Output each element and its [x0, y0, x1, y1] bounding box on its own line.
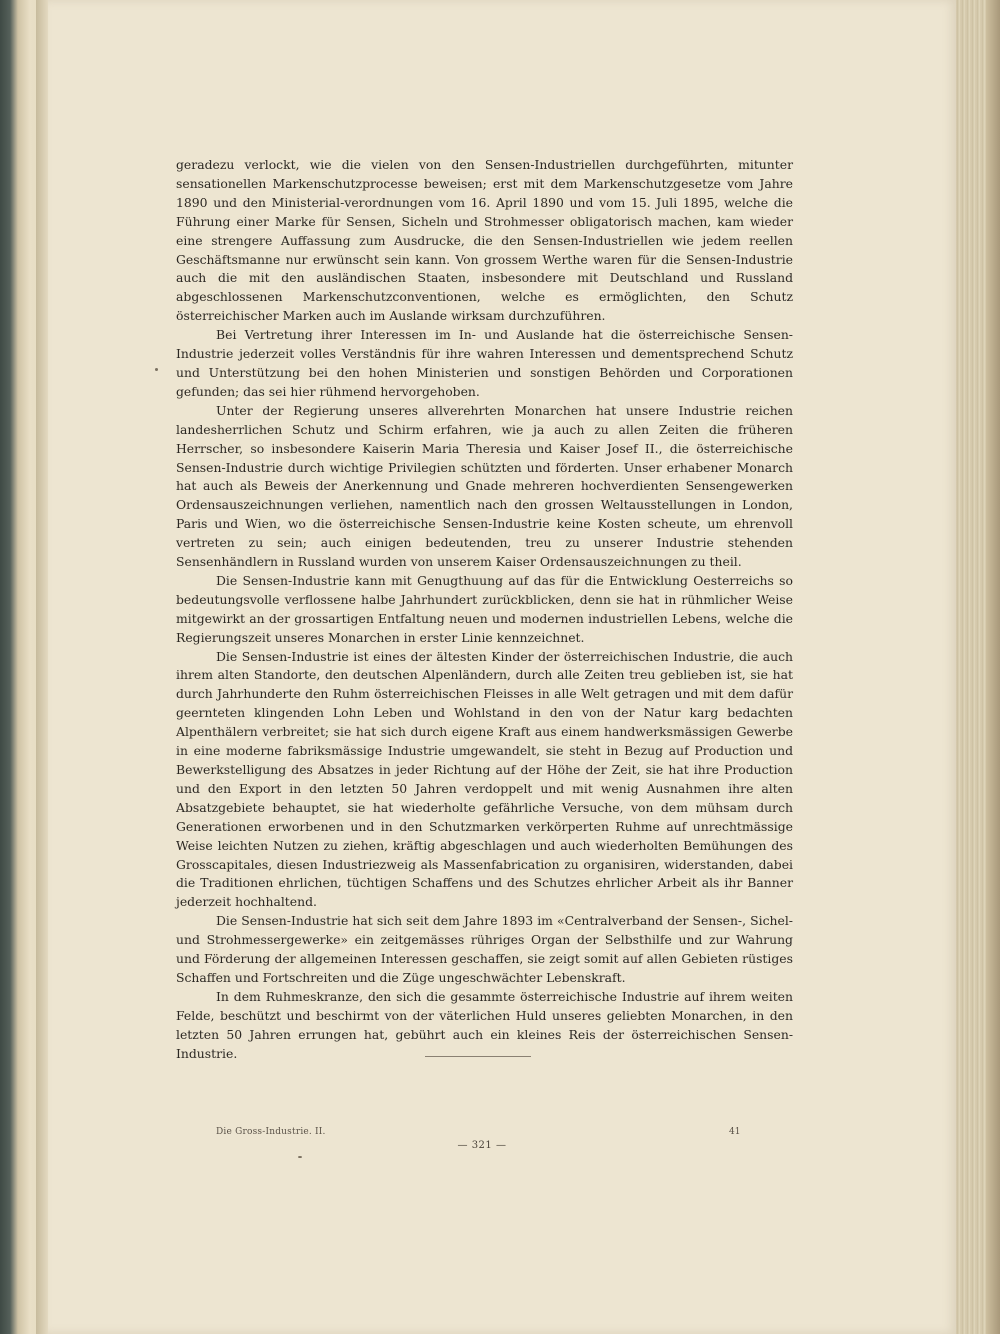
page-number: — 321 — — [457, 1140, 507, 1151]
body-text — [176, 156, 793, 1064]
paper-speck — [155, 368, 158, 371]
page-edges-right — [956, 0, 1000, 1334]
footer-book-title: Die Gross-Industrie. II. — [216, 1127, 326, 1137]
paragraph-1: geradezu verlockt, wie die vielen von den Sensen-Industriellen durchgeführten, mitunter sensationellen Markenschutzprocesse beweisen; erst mit dem Markenschutzgesetze vom Jahre 1890 und den Ministerial-verordnungen vom 16. April 1890 und vom 15. Juli 1895, welche die Führung einer Marke für Sensen, Sicheln und Strohmesser obligatorisch machen, kam wieder eine strengere Auffassung zum Ausdrucke, die den Sensen-Industriellen wie jedem reellen Geschäftsmanne nur erwünscht sein kann. Von grossem Werthe waren für die Sensen-Industrie auch die mit den ausländischen Staaten, insbesondere mit Deutschland und Russland abgeschlossenen Markenschutzconventionen, welche es ermöglichten, den Schutz österreichischer Marken auch im Auslande wirksam durchzuführen. — [176, 157, 793, 324]
section-divider — [425, 1056, 531, 1057]
paper-speck — [298, 1156, 302, 1158]
footer-signature-mark: 41 — [729, 1127, 741, 1137]
paragraph-3: Unter der Regierung unseres allverehrten Monarchen hat unsere Industrie reichen landesherrlichen Schutz und Schirm erfahren, wie ja auch zu allen Zeiten die früheren Herrscher, so insbesondere Kaiserin Maria Theresia und Kaiser Josef II., die österreichische Sensen-Industrie durch wichtige Privilegien schützten und förderten. Unser erhabener Monarch hat auch als Beweis der Anerkennung und Gnade mehreren hochverdienten Sensengewerken Ordensauszeichnungen verliehen, namentlich nach den grossen Weltausstellungen in London, Paris und Wien, wo die österreichische Sensen-Industrie keine Kosten scheute, um ehrenvoll vertreten zu sein; auch einigen bedeutenden, treu zu unserer Industrie stehenden Sensenhändlern in Russland wurden von unserem Kaiser Ordensauszeichnungen zu theil. — [176, 402, 793, 570]
paragraph-4: Die Sensen-Industrie kann mit Genugthuung auf das für die Entwicklung Oesterreichs so bedeutungsvolle verflossene halbe Jahrhundert zurückblicken, denn sie hat in rühmlicher Weise mitgewirkt an der grossartigen Entfaltung neuen und modernen industriellen Lebens, welche die Regierungszeit unseres Monarchen in erster Linie kennzeichnet. — [176, 572, 793, 645]
paragraph-7: In dem Ruhmeskranze, den sich die gesammte österreichische Industrie auf ihrem weiten Felde, beschützt und beschirmt von der väterlichen Huld unseres geliebten Monarchen, in den letzten 50 Jahren errungen hat, gebührt auch ein kleines Reis der österreichischen Sensen-Industrie. — [176, 988, 793, 1061]
paragraph-5: Die Sensen-Industrie ist eines der ältesten Kinder der österreichischen Industrie, die auch ihrem alten Standorte, den deutschen Alpenländern, durch alle Zeiten treu geblieben ist, sie hat durch Jahrhunderte den Ruhm österreichischen Fleisses in alle Welt getragen und mit dem dafür geernteten klingenden Lohn Leben und Wohlstand in den von der Natur karg bedachten Alpenthälern verbreitet; sie hat sich durch eigene Kraft aus einem handwerksmässigen Gewerbe in eine moderne fabriksmässige Industrie umgewandelt, sie steht in Bezug auf Production und Bewerkstelligung des Absatzes in jeder Richtung auf der Höhe der Zeit, sie hat ihre Production und den Export in den letzten 50 Jahren verdoppelt und mit wenig Ausnahmen ihre alten Absatzgebiete behauptet, sie hat wiederholte gefährliche Versuche, von dem mühsam durch Generationen erworbenen und in den Schutzmarken verkörperten Ruhme auf unrechtmässige Weise leichten Nutzen zu ziehen, kräftig abgeschlagen und auch wiederholten Bemühungen des Grosscapitales, diesen Industriezweig als Massenfabrication zu organisiren, widerstanden, dabei die Traditionen ehrlichen, tüchtigen Schaffens und des Schutzes ehrlicher Arbeit als ihr Banner jederzeit hochhaltend. — [176, 648, 793, 910]
paragraph-6: Die Sensen-Industrie hat sich seit dem Jahre 1893 im «Centralverband der Sensen-, Sichel- und Strohmessergewerke» ein zeitgemässes rühriges Organ der Selbsthilfe und zur Wahrung und Förderung der allgemeinen Interessen geschaffen, sie zeigt somit auf allen Gebieten rüstiges Schaffen und Fortschreiten und die Züge ungeschwächter Lebenskraft. — [176, 913, 793, 985]
paragraph-2: Bei Vertretung ihrer Interessen im In- und Auslande hat die österreichische Sensen-Industrie jederzeit volles Verständnis für ihre wahren Interessen und dementsprechend Schutz und Unterstützung bei den hohen Ministerien und sonstigen Behörden und Corporationen gefunden; das sei hier rühmend hervorgehoben. — [176, 327, 793, 399]
